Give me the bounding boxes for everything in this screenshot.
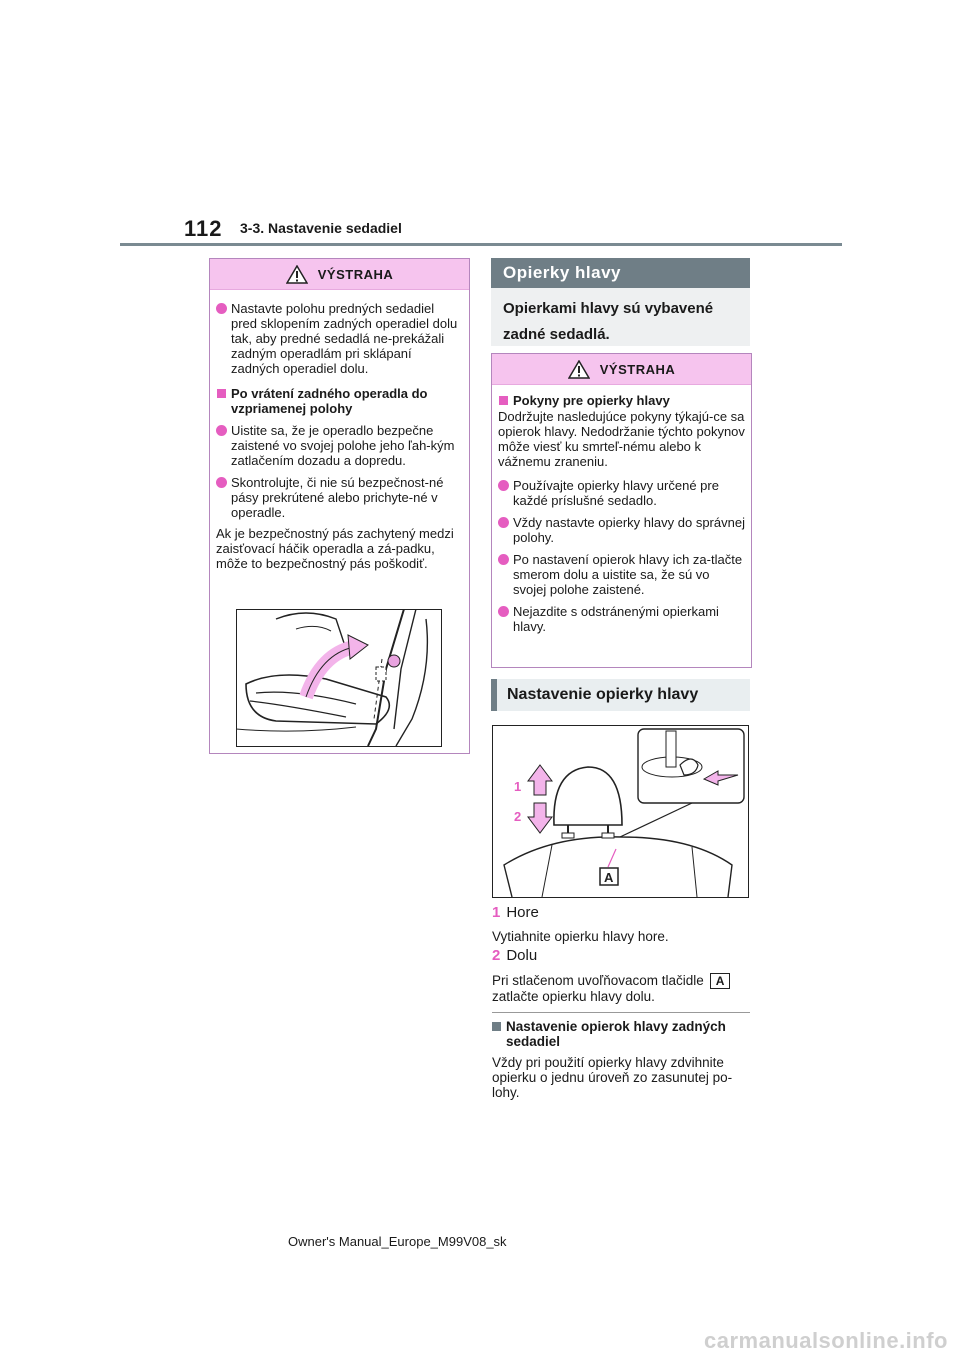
figure-label-2: 2: [514, 809, 522, 824]
step-title: Dolu: [506, 947, 538, 964]
bullet-dot-icon: [498, 480, 509, 491]
seatback-figure: [236, 609, 442, 747]
heading-adjust-headrest: [491, 679, 750, 711]
warning-title: VÝSTRAHA: [317, 266, 394, 282]
left-warning-box: [209, 258, 470, 754]
bullet-dot-icon: [216, 477, 227, 488]
warning-bullet: [216, 475, 463, 520]
warning-subheading: [216, 386, 463, 416]
bullet-dot-icon: [498, 606, 509, 617]
page-number: 112: [184, 216, 223, 241]
square-bullet-icon: [499, 396, 508, 405]
bullet-dot-icon: [498, 517, 509, 528]
figure-label-1: 1: [514, 779, 522, 794]
bullet-dot-icon: [498, 554, 509, 565]
step-1-text: Vytiahnite opierku hlavy hore.: [492, 929, 669, 944]
warning-title: VÝSTRAHA: [599, 361, 676, 377]
bullet-text: Uistite sa, že je operadlo bezpečne zaistené vo svojej polohe jeho ľah-kým zatlačením dozadu a dopredu.: [231, 423, 455, 468]
step-2-text: [492, 973, 754, 1004]
bullet-text: Vždy nastavte opierky hlavy do správnej polohy.: [513, 515, 745, 545]
figure-label-a: A: [604, 870, 614, 885]
bullet-dot-icon: [216, 303, 227, 314]
header-divider: [120, 243, 842, 246]
subheading-text: Nastavenie opierok hlavy zadných sedadiel: [506, 1019, 726, 1049]
step-text: zatlačte opierku hlavy dolu.: [492, 989, 655, 1004]
footer-text: Owner's Manual_Europe_M99V08_sk: [288, 1234, 507, 1249]
warning-subheading: [498, 393, 745, 408]
step-number: 1: [492, 904, 501, 921]
step-1: [492, 905, 539, 920]
square-bullet-icon: [492, 1022, 501, 1031]
heading-text: Opierky hlavy: [503, 263, 622, 282]
bullet-text: Používajte opierky hlavy určené pre každé príslušné sedadlo.: [513, 478, 719, 508]
bullet-text: Po nastavení opierok hlavy ich za-tlačte smerom dolu a uistite sa, že sú vo svojej polohe zaistené.: [513, 552, 743, 597]
warning-bullet: [216, 423, 463, 468]
step-2: [492, 948, 537, 963]
warning-bullet: [216, 301, 463, 376]
bullet-dot-icon: [216, 425, 227, 436]
section-title: 3-3. Nastavenie sedadiel: [240, 220, 402, 236]
step-number: 2: [492, 947, 501, 964]
warning-bullet: [498, 515, 745, 545]
divider: [492, 1012, 750, 1013]
warning-header: [492, 354, 751, 385]
warning-bullet: [498, 478, 745, 508]
square-bullet-icon: [217, 389, 226, 398]
rear-headrest-text: Vždy pri použití opierky hlavy zdvihnite opierku o jednu úroveň zo zasunutej po-lohy.: [492, 1055, 733, 1100]
button-a-badge: A: [710, 973, 731, 989]
intro-box: Opierkami hlavy sú vybavené zadné sedadlá.: [491, 288, 750, 346]
warning-bullet: [498, 552, 745, 597]
heading-text: Nastavenie opierky hlavy: [507, 686, 699, 703]
step-text: Pri stlačenom uvoľňovacom tlačidle: [492, 973, 704, 988]
rear-headrest-subheading: [492, 1019, 750, 1049]
step-title: Hore: [506, 904, 539, 921]
watermark: carmanualsonline.info: [704, 1328, 948, 1353]
bullet-text: Nejazdite s odstránenými opierkami hlavy.: [513, 604, 719, 634]
warning-paragraph: Ak je bezpečnostný pás zachytený medzi zaisťovací háčik operadla a zá-padku, môže to bezpečnostný pás poškodiť.: [216, 526, 454, 571]
headrest-figure: [492, 725, 749, 898]
warning-paragraph: Dodržujte nasledujúce pokyny týkajú-ce sa opierok hlavy. Nedodržanie týchto pokynov môže viesť ku smrteľ-nému alebo k vážnemu zraneniu.: [498, 409, 745, 469]
warning-triangle-icon: [286, 265, 308, 284]
section-heading-headrests: [491, 258, 750, 288]
bullet-text: Nastavte polohu predných sedadiel pred sklopením zadných operadiel dolu tak, aby predné sedadlá ne-prekážali zadným operadlám pri sklápaní zadných operadiel dolu.: [231, 301, 458, 376]
subheading-text: Pokyny pre opierky hlavy: [513, 393, 670, 408]
subheading-text: Po vrátení zadného operadla do vzpriamenej polohy: [231, 386, 428, 416]
right-warning-box: [491, 353, 752, 668]
warning-bullet: [498, 604, 745, 634]
warning-header: [210, 259, 469, 290]
warning-triangle-icon: [568, 360, 590, 379]
bullet-text: Skontrolujte, či nie sú bezpečnost-né pásy prekrútené alebo prichyte-né v operadle.: [231, 475, 444, 520]
